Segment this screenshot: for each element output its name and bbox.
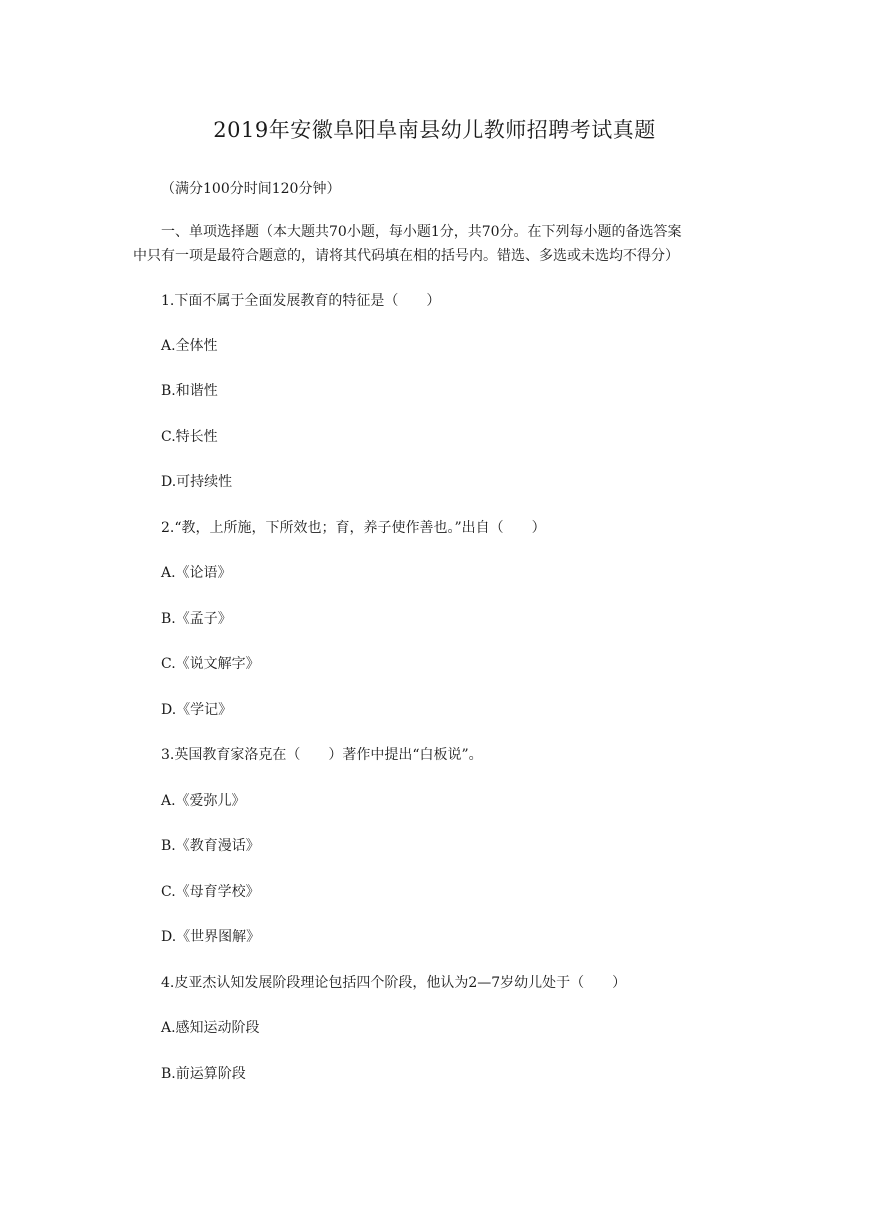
- answer-option: A.全体性: [161, 338, 218, 354]
- answer-option: C.特长性: [161, 429, 218, 445]
- answer-option: A.感知运动阶段: [161, 1020, 260, 1036]
- question-stem: 2.“教，上所施，下所效也；育，养子使作善也。”出自（ ）: [161, 520, 546, 536]
- question-stem: 3.英国教育家洛克在（ ）著作中提出“白板说”。: [161, 747, 483, 763]
- answer-option: D.《学记》: [161, 702, 233, 718]
- answer-option: C.《说文解字》: [161, 656, 260, 672]
- exam-meta: （满分100分时间120分钟）: [161, 181, 341, 197]
- answer-option: A.《爱弥儿》: [161, 793, 246, 809]
- answer-option: D.可持续性: [161, 474, 233, 490]
- question-stem: 1.下面不属于全面发展教育的特征是（ ）: [161, 293, 441, 309]
- answer-option: A.《论语》: [161, 565, 232, 581]
- answer-option: B.《孟子》: [161, 611, 232, 627]
- section-instructions-line-1: 一、单项选择题（本大题共70小题，每小题1分，共70分。在下列每小题的备选答案: [161, 224, 682, 240]
- question-stem: 4.皮亚杰认知发展阶段理论包括四个阶段，他认为2—7岁幼儿处于（ ）: [161, 975, 627, 991]
- document-title: 2019年安徽阜阳阜南县幼儿教师招聘考试真题: [213, 118, 656, 142]
- answer-option: C.《母育学校》: [161, 884, 260, 900]
- answer-option: B.和谐性: [161, 383, 218, 399]
- answer-option: D.《世界图解》: [161, 929, 261, 945]
- answer-option: B.《教育漫话》: [161, 838, 260, 854]
- section-instructions-line-2: 中只有一项是最符合题意的，请将其代码填在相的括号内。错选、多选或未选均不得分）: [133, 248, 679, 264]
- answer-option: B.前运算阶段: [161, 1066, 246, 1082]
